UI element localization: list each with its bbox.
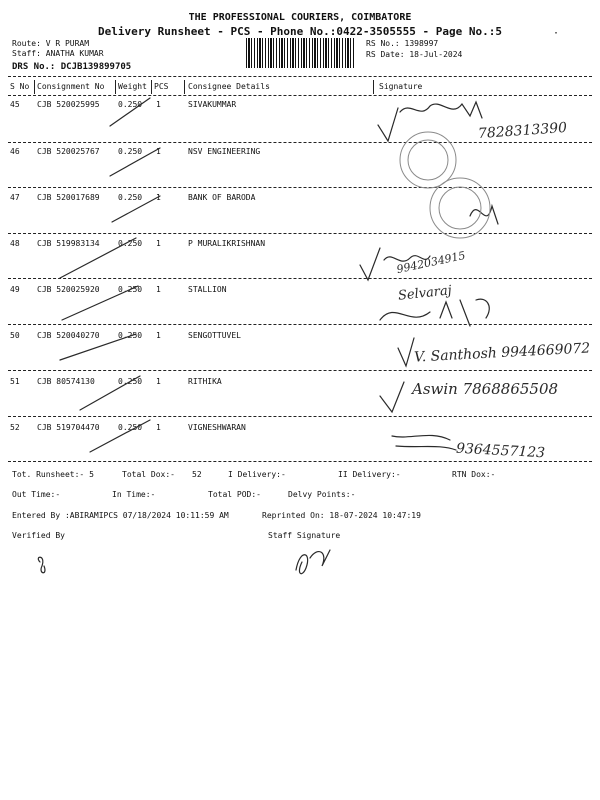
handwritten-name-50: V. Santhosh 9944669072	[413, 340, 591, 366]
col-weight: Weight	[118, 82, 147, 91]
verified-by-label: Verified By	[12, 531, 65, 540]
row-consignee: RITHIKA	[188, 377, 222, 386]
row-consignment: CJB 520017689	[37, 193, 100, 202]
i-delivery: I Delivery:-	[228, 470, 286, 479]
ii-delivery: II Delivery:-	[338, 470, 401, 479]
row-pcs: 1	[156, 193, 161, 202]
row-consignee: NSV ENGINEERING	[188, 147, 261, 156]
verified-signature	[38, 557, 45, 573]
total-dox-label: Total Dox:-	[122, 470, 175, 479]
tick-mark	[60, 334, 136, 360]
delvy-points: Delvy Points:-	[288, 490, 356, 499]
signature-49	[380, 299, 489, 326]
row-consignment: CJB 520025767	[37, 147, 100, 156]
total-pod: Total POD:-	[208, 490, 261, 499]
row-sno: 45	[10, 100, 20, 109]
handwritten-name-49: Selvaraj	[397, 283, 453, 304]
row-pcs: 1	[156, 423, 161, 432]
rs-number: RS No.: 1398997	[366, 39, 439, 48]
row-consignment: CJB 520025995	[37, 100, 100, 109]
in-time: In Time:-	[112, 490, 156, 499]
row-consignment: CJB 520025920	[37, 285, 100, 294]
col-signature: Signature	[379, 82, 423, 91]
signature-48	[360, 248, 430, 280]
row-consignee: STALLION	[188, 285, 227, 294]
stray-mark: ·	[553, 28, 560, 39]
runsheet-title: Delivery Runsheet - PCS - Phone No.:0422-3505555 - Page No.:5	[98, 25, 502, 38]
tick-mark	[80, 376, 143, 410]
tick-mark	[112, 196, 160, 222]
row-weight: 0.250	[118, 331, 143, 340]
row-pcs: 1	[156, 377, 161, 386]
row-consignee: SENGOTTUVEL	[188, 331, 241, 340]
row-consignment: CJB 520040270	[37, 331, 100, 340]
row-consignee: P MURALIKRISHNAN	[188, 239, 266, 248]
col-pcs: PCS	[154, 82, 169, 91]
stamp-circle	[408, 140, 448, 180]
row-consignee: BANK OF BARODA	[188, 193, 256, 202]
stamp-circle	[439, 187, 481, 229]
tick-mark	[110, 98, 150, 126]
col-consignee: Consignee Details	[188, 82, 270, 91]
handwritten-phone-52: 9364557123	[455, 440, 546, 462]
row-weight: 0.250	[118, 239, 143, 248]
row-weight: 0.250	[118, 193, 143, 202]
drs-number: DRS No.: DCJB139899705	[12, 62, 132, 72]
staff-label: Staff: ANATHA KUMAR	[12, 49, 104, 58]
row-weight: 0.250	[118, 147, 143, 156]
signature-45	[378, 102, 482, 141]
rs-date: RS Date: 18-Jul-2024	[366, 50, 463, 59]
row-weight: 0.250	[118, 100, 143, 109]
company-name: THE PROFESSIONAL COURIERS, COIMBATORE	[188, 12, 412, 23]
out-time: Out Time:-	[12, 490, 61, 499]
row-sno: 47	[10, 193, 20, 202]
handwritten-name-51: Aswin 7868865508	[412, 380, 559, 398]
row-weight: 0.250	[118, 423, 143, 432]
total-dox-value: 52	[192, 470, 202, 479]
signature-51	[380, 382, 404, 412]
row-sno: 49	[10, 285, 20, 294]
row-weight: 0.250	[118, 285, 143, 294]
row-sno: 46	[10, 147, 20, 156]
handwritten-phone-45: 7828313390	[477, 119, 568, 143]
row-pcs: 1	[156, 285, 161, 294]
row-pcs: 1	[156, 239, 161, 248]
rtn-dox: RTN Dox:-	[452, 470, 496, 479]
staff-signature-label: Staff Signature	[268, 531, 341, 540]
row-sno: 48	[10, 239, 20, 248]
entered-by: Entered By :ABIRAMIPCS 07/18/2024 10:11:59 AM	[12, 511, 229, 520]
row-consignment: CJB 80574130	[37, 377, 95, 386]
tick-mark	[110, 148, 160, 176]
tick-mark	[60, 238, 136, 278]
row-pcs: 1	[156, 331, 161, 340]
route-label: Route: V R PURAM	[12, 39, 90, 48]
row-sno: 52	[10, 423, 20, 432]
row-sno: 50	[10, 331, 20, 340]
row-pcs: 1	[156, 147, 161, 156]
signature-50	[398, 338, 414, 366]
total-runsheet: Tot. Runsheet:- 5	[12, 470, 94, 479]
col-sno: S No	[10, 82, 30, 91]
row-consignee: VIGNESHWARAN	[188, 423, 246, 432]
staff-signature-mark	[296, 550, 330, 574]
reprinted-on: Reprinted On: 18-07-2024 10:47:19	[262, 511, 421, 520]
row-consignment: CJB 519983134	[37, 239, 100, 248]
signature-47	[470, 206, 498, 224]
row-weight: 0.250	[118, 377, 143, 386]
row-sno: 51	[10, 377, 20, 386]
col-consignment: Consignment No	[37, 82, 105, 91]
tick-mark	[62, 286, 138, 320]
tick-mark	[90, 420, 150, 452]
handwritten-phone-48: 9942034915	[395, 248, 467, 277]
signature-52	[392, 435, 456, 450]
row-consignee: SIVAKUMMAR	[188, 100, 237, 109]
row-pcs: 1	[156, 100, 161, 109]
row-consignment: CJB 519704470	[37, 423, 100, 432]
